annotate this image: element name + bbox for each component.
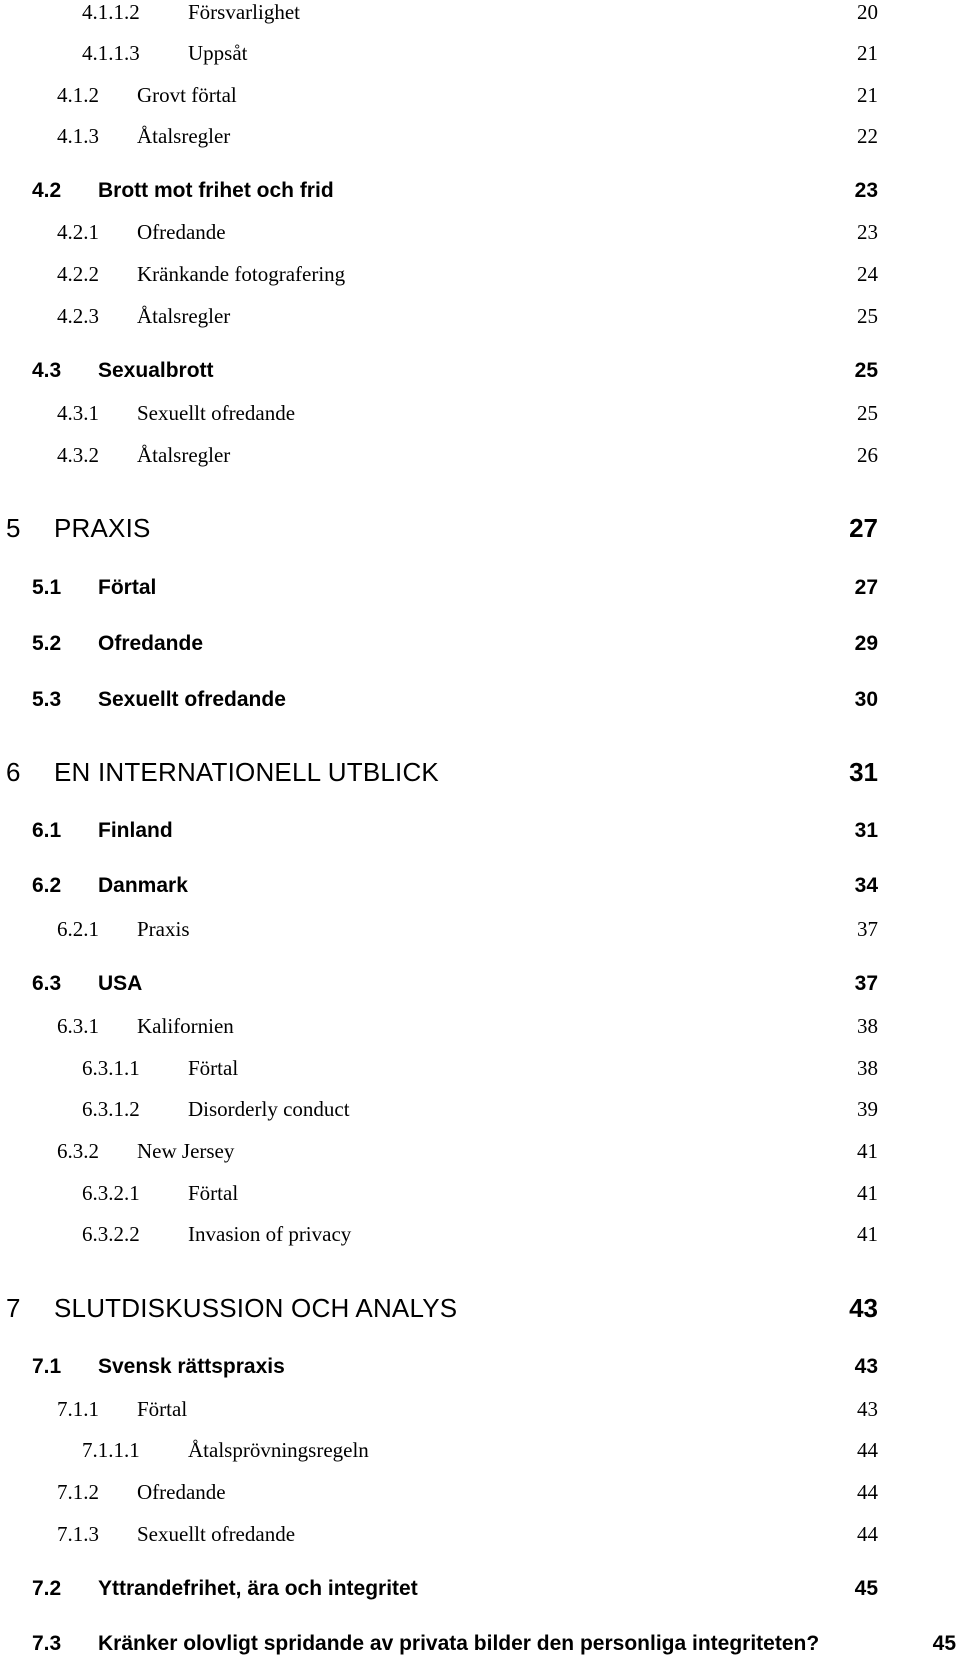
toc-number: 4.3 <box>32 359 62 382</box>
toc-page: 26 <box>857 443 878 467</box>
toc-page: 34 <box>854 874 878 897</box>
toc-page: 25 <box>854 359 878 382</box>
toc-page: 23 <box>857 220 878 244</box>
toc-number: 7.2 <box>32 1577 62 1600</box>
toc-entry[interactable] <box>0 1514 960 1554</box>
toc-number: 5.1 <box>32 576 62 599</box>
toc-number: 4.3.2 <box>57 443 99 467</box>
toc-entry[interactable] <box>0 1006 960 1046</box>
toc-number: 7.1.2 <box>57 1480 99 1504</box>
toc-title: Ofredande <box>137 220 226 244</box>
toc-entry[interactable] <box>0 171 960 211</box>
toc-title: Danmark <box>98 874 188 897</box>
toc-entry[interactable] <box>0 116 960 156</box>
toc-number: 5.3 <box>32 688 62 711</box>
toc-entry[interactable] <box>0 1131 960 1171</box>
toc-title: Förtal <box>98 576 157 599</box>
toc-page: 43 <box>854 1355 878 1378</box>
toc-page: 31 <box>854 819 878 842</box>
toc-entry[interactable] <box>0 811 960 851</box>
toc-page: 21 <box>857 41 878 65</box>
toc-entry[interactable] <box>0 75 960 115</box>
toc-page: 21 <box>857 83 878 107</box>
toc-number: 6.3.2 <box>57 1139 99 1163</box>
toc-entry[interactable] <box>0 568 960 608</box>
toc-number: 6.3.1 <box>57 1014 99 1038</box>
toc-page: 25 <box>857 401 878 425</box>
toc-title: New Jersey <box>137 1139 235 1163</box>
toc-number: 4.1.2 <box>57 83 99 107</box>
toc-title: Åtalsregler <box>137 304 231 328</box>
toc-entry[interactable] <box>0 393 960 433</box>
toc-page: 41 <box>857 1181 878 1205</box>
toc-title: Finland <box>98 819 173 842</box>
toc-entry[interactable] <box>0 680 960 720</box>
toc-page: 29 <box>854 632 878 655</box>
toc-entry[interactable] <box>0 254 960 294</box>
toc-page: 44 <box>857 1480 878 1504</box>
toc-page: 37 <box>854 972 878 995</box>
toc-entry[interactable] <box>0 435 960 475</box>
toc-number: 6.1 <box>32 819 62 842</box>
toc-title: Disorderly conduct <box>188 1097 350 1121</box>
toc-title: Svensk rättspraxis <box>98 1355 285 1378</box>
toc-page: 37 <box>857 917 878 941</box>
toc-entry[interactable] <box>0 624 960 664</box>
toc-entry[interactable] <box>0 1089 960 1129</box>
toc-entry[interactable] <box>0 866 960 906</box>
toc-number: 7 <box>6 1293 21 1323</box>
toc-title: Sexuellt ofredande <box>137 1522 296 1546</box>
toc-number: 6.2 <box>32 874 62 897</box>
toc-title: Uppsåt <box>188 41 248 65</box>
toc-title: Ofredande <box>98 632 204 655</box>
toc-title: Kränker olovligt spridande av privata bilder den personliga integriteten? <box>98 1632 820 1655</box>
toc-entry[interactable] <box>0 1472 960 1512</box>
toc-number: 4.1.3 <box>57 124 99 148</box>
toc-entry[interactable] <box>0 1569 960 1609</box>
toc-title: USA <box>98 972 143 995</box>
toc-title: Åtalsregler <box>137 124 231 148</box>
toc-title: Förtal <box>137 1397 188 1421</box>
toc-title: PRAXIS <box>54 513 151 543</box>
toc-page: 27 <box>854 576 878 599</box>
toc-title: Ofredande <box>137 1480 226 1504</box>
toc-number: 4.2 <box>32 179 62 202</box>
toc-entry[interactable] <box>0 296 960 336</box>
toc-chapter[interactable] <box>0 752 960 792</box>
toc-entry[interactable] <box>0 1430 960 1470</box>
toc-entry[interactable] <box>0 1048 960 1088</box>
toc-page: 38 <box>857 1056 878 1080</box>
toc-title: Kalifornien <box>137 1014 234 1038</box>
toc-title: Yttrandefrihet, ära och integritet <box>98 1577 418 1600</box>
toc-number: 7.1.1.1 <box>82 1438 140 1462</box>
toc-number: 7.1.1 <box>57 1397 99 1421</box>
toc-page: 20 <box>857 0 878 24</box>
toc-title: Åtalsprövningsregeln <box>188 1438 369 1462</box>
toc-title: Grovt förtal <box>137 83 237 107</box>
toc-number: 6.3.1.1 <box>82 1056 140 1080</box>
toc-title: SLUTDISKUSSION OCH ANALYS <box>54 1293 458 1323</box>
toc-title: Kränkande fotografering <box>137 262 346 286</box>
toc-page: 24 <box>857 262 878 286</box>
toc-number: 5.2 <box>32 632 62 655</box>
toc-page: 23 <box>854 179 878 202</box>
toc-page: 31 <box>849 757 878 787</box>
toc-number: 4.2.3 <box>57 304 99 328</box>
toc-number: 4.2.1 <box>57 220 99 244</box>
toc-entry[interactable] <box>0 1389 960 1429</box>
toc-title: Sexuellt ofredande <box>98 688 286 711</box>
toc-entry[interactable] <box>0 1173 960 1213</box>
toc-title: Förtal <box>188 1056 239 1080</box>
toc-title: Praxis <box>137 917 190 941</box>
toc-page: 22 <box>857 124 878 148</box>
toc-entry[interactable] <box>0 212 960 252</box>
toc-entry[interactable] <box>0 909 960 949</box>
toc-number: 6.3 <box>32 972 62 995</box>
toc-number: 4.3.1 <box>57 401 99 425</box>
toc-entry[interactable] <box>0 1214 960 1254</box>
toc-page: 44 <box>857 1522 878 1546</box>
toc-entry[interactable] <box>0 351 960 391</box>
toc-number: 7.1.3 <box>57 1522 99 1546</box>
toc-page: 30 <box>854 688 878 711</box>
toc-title: Brott mot frihet och frid <box>98 179 334 202</box>
toc-entry[interactable] <box>0 1624 960 1664</box>
toc-chapter[interactable] <box>0 1288 960 1328</box>
toc-number: 6.3.2.1 <box>82 1181 140 1205</box>
toc-title: Åtalsregler <box>137 443 231 467</box>
toc-page: 39 <box>857 1097 878 1121</box>
toc-page: 43 <box>857 1397 878 1421</box>
toc-page: 41 <box>857 1222 878 1246</box>
toc-number: 7.1 <box>32 1355 62 1378</box>
toc-entry[interactable] <box>0 1347 960 1387</box>
toc-page: 45 <box>932 1632 956 1655</box>
toc-page: 25 <box>857 304 878 328</box>
toc-page: 38 <box>857 1014 878 1038</box>
toc-number: 4.1.1.2 <box>82 0 140 24</box>
toc-title: EN INTERNATIONELL UTBLICK <box>54 757 439 787</box>
toc-number: 6.2.1 <box>57 917 99 941</box>
toc-title: Sexualbrott <box>98 359 214 382</box>
toc-number: 5 <box>6 513 21 543</box>
toc-number: 7.3 <box>32 1632 62 1655</box>
toc-page: 27 <box>849 513 878 543</box>
toc-number: 6.3.2.2 <box>82 1222 140 1246</box>
toc-title: Invasion of privacy <box>188 1222 352 1246</box>
toc-number: 6.3.1.2 <box>82 1097 140 1121</box>
toc-title: Försvarlighet <box>188 0 300 24</box>
toc-page: 44 <box>857 1438 878 1462</box>
toc-title: Sexuellt ofredande <box>137 401 296 425</box>
toc-number: 4.1.1.3 <box>82 41 140 65</box>
toc-page: 43 <box>849 1293 878 1323</box>
toc-page: 45 <box>854 1577 878 1600</box>
toc-chapter[interactable] <box>0 508 960 548</box>
toc-title: Förtal <box>188 1181 239 1205</box>
toc-entry[interactable] <box>0 964 960 1004</box>
toc-page: 41 <box>857 1139 878 1163</box>
toc-entry[interactable] <box>0 0 960 32</box>
toc-entry[interactable] <box>0 33 960 73</box>
toc-number: 6 <box>6 757 21 787</box>
toc-number: 4.2.2 <box>57 262 99 286</box>
